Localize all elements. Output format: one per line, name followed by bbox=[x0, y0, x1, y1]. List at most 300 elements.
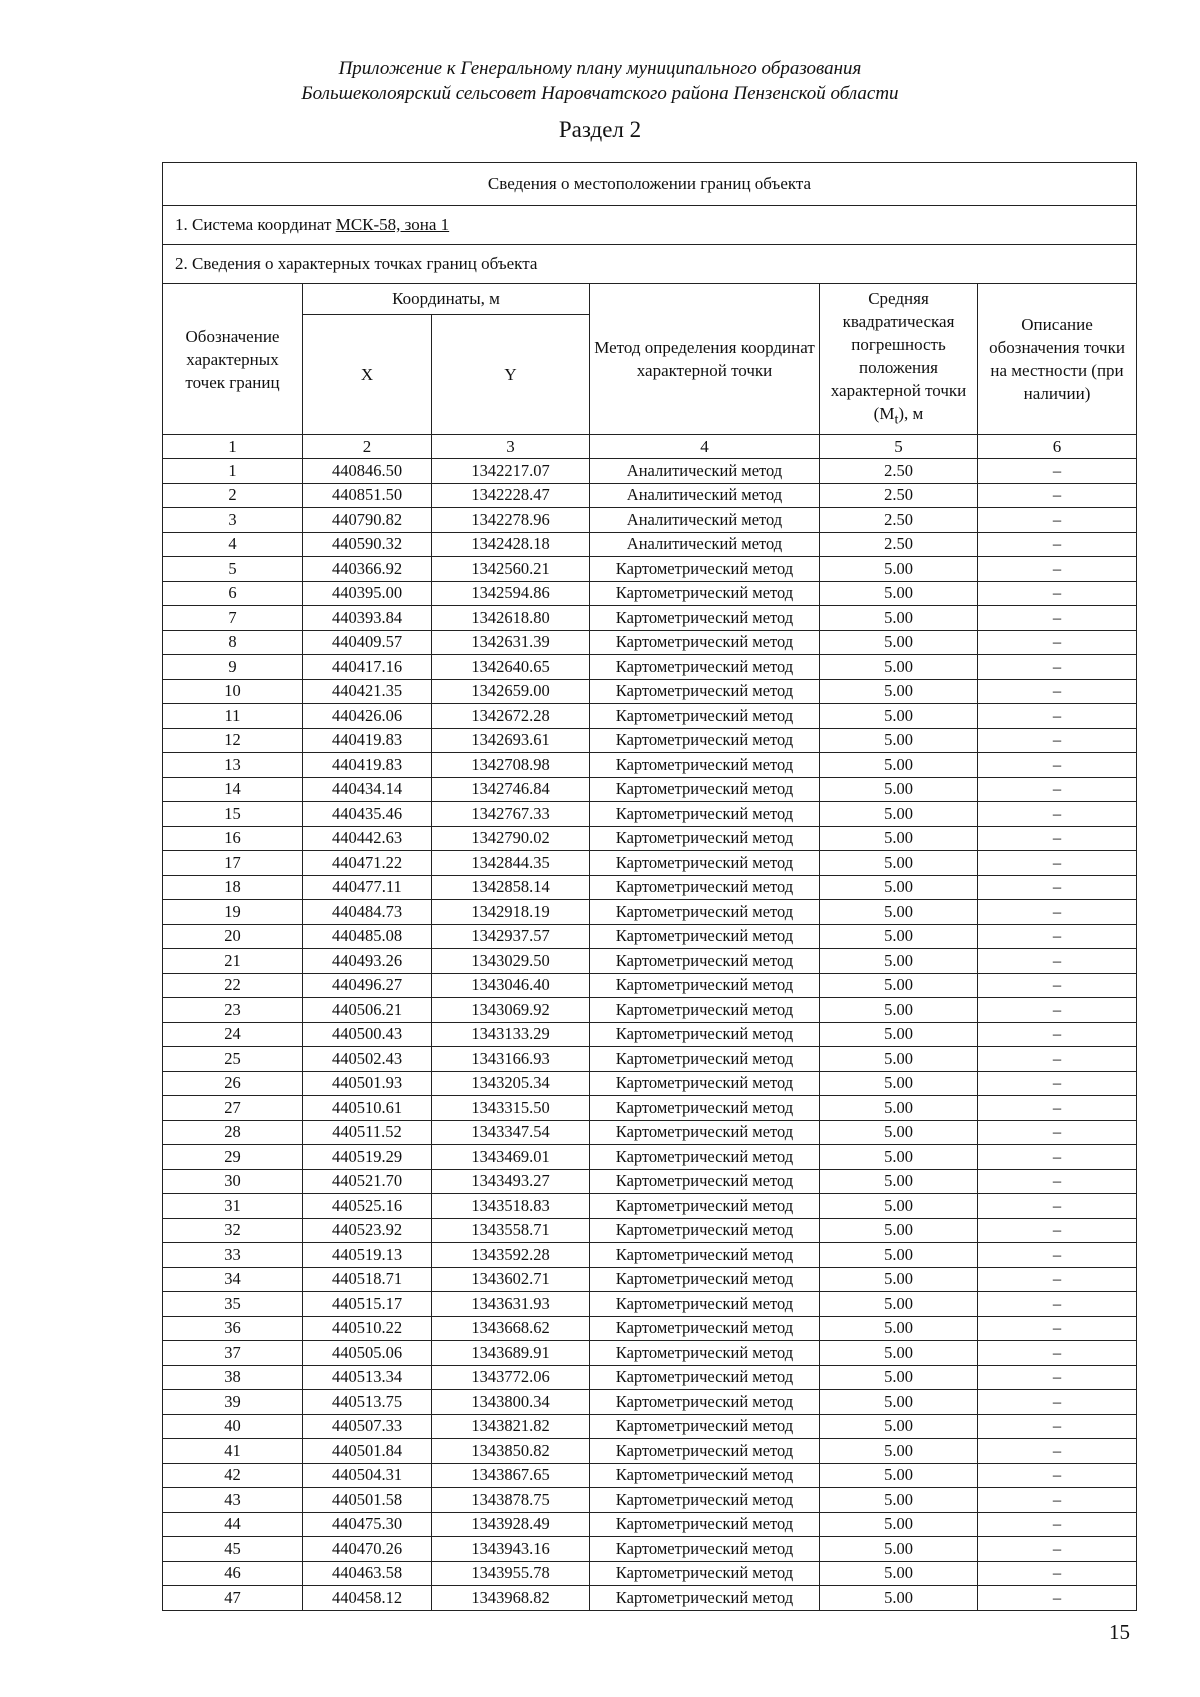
description-cell: – bbox=[978, 900, 1137, 925]
method-cell: Картометрический метод bbox=[590, 1439, 820, 1464]
method-cell: Картометрический метод bbox=[590, 704, 820, 729]
error-cell: 5.00 bbox=[820, 1463, 978, 1488]
y-coordinate-cell: 1343772.06 bbox=[432, 1365, 590, 1390]
description-cell: – bbox=[978, 679, 1137, 704]
boundary-points-table bbox=[162, 162, 1137, 1611]
y-coordinate-cell: 1343943.16 bbox=[432, 1537, 590, 1562]
col-header-error-text: Средняя квадратическая погрешность положения характерной точки (M bbox=[830, 288, 967, 423]
y-coordinate-cell: 1343689.91 bbox=[432, 1341, 590, 1366]
error-cell: 5.00 bbox=[820, 1022, 978, 1047]
x-coordinate-cell: 440513.75 bbox=[303, 1390, 432, 1415]
error-cell: 5.00 bbox=[820, 875, 978, 900]
error-cell: 5.00 bbox=[820, 581, 978, 606]
x-coordinate-cell: 440426.06 bbox=[303, 704, 432, 729]
error-cell: 5.00 bbox=[820, 1120, 978, 1145]
method-cell: Картометрический метод bbox=[590, 1145, 820, 1170]
coordinate-system-value: МСК-58, зона 1 bbox=[335, 215, 450, 234]
table-row bbox=[163, 1292, 1137, 1317]
table-row bbox=[163, 973, 1137, 998]
table-row bbox=[163, 532, 1137, 557]
description-cell: – bbox=[978, 483, 1137, 508]
x-coordinate-cell: 440393.84 bbox=[303, 606, 432, 631]
point-number-cell: 3 bbox=[163, 508, 303, 533]
error-cell: 5.00 bbox=[820, 655, 978, 680]
x-coordinate-cell: 440846.50 bbox=[303, 459, 432, 484]
point-number-cell: 16 bbox=[163, 826, 303, 851]
method-cell: Картометрический метод bbox=[590, 581, 820, 606]
y-coordinate-cell: 1342217.07 bbox=[432, 459, 590, 484]
point-number-cell: 40 bbox=[163, 1414, 303, 1439]
x-coordinate-cell: 440366.92 bbox=[303, 557, 432, 582]
method-cell: Картометрический метод bbox=[590, 557, 820, 582]
column-number: 3 bbox=[432, 435, 590, 459]
error-cell: 5.00 bbox=[820, 900, 978, 925]
y-coordinate-cell: 1342918.19 bbox=[432, 900, 590, 925]
table-row bbox=[163, 630, 1137, 655]
x-coordinate-cell: 440505.06 bbox=[303, 1341, 432, 1366]
method-cell: Картометрический метод bbox=[590, 1022, 820, 1047]
error-cell: 5.00 bbox=[820, 1512, 978, 1537]
table-row bbox=[163, 875, 1137, 900]
description-cell: – bbox=[978, 1341, 1137, 1366]
point-number-cell: 33 bbox=[163, 1243, 303, 1268]
y-coordinate-cell: 1342937.57 bbox=[432, 924, 590, 949]
error-cell: 5.00 bbox=[820, 1586, 978, 1611]
description-cell: – bbox=[978, 1194, 1137, 1219]
x-coordinate-cell: 440501.93 bbox=[303, 1071, 432, 1096]
description-cell: – bbox=[978, 924, 1137, 949]
point-number-cell: 31 bbox=[163, 1194, 303, 1219]
method-cell: Картометрический метод bbox=[590, 1365, 820, 1390]
point-number-cell: 20 bbox=[163, 924, 303, 949]
x-coordinate-cell: 440506.21 bbox=[303, 998, 432, 1023]
description-cell: – bbox=[978, 557, 1137, 582]
point-number-cell: 36 bbox=[163, 1316, 303, 1341]
point-number-cell: 44 bbox=[163, 1512, 303, 1537]
description-cell: – bbox=[978, 1267, 1137, 1292]
description-cell: – bbox=[978, 851, 1137, 876]
y-coordinate-cell: 1342618.80 bbox=[432, 606, 590, 631]
point-number-cell: 15 bbox=[163, 802, 303, 827]
table-row bbox=[163, 1145, 1137, 1170]
x-coordinate-cell: 440513.34 bbox=[303, 1365, 432, 1390]
description-cell: – bbox=[978, 1096, 1137, 1121]
error-cell: 5.00 bbox=[820, 728, 978, 753]
x-coordinate-cell: 440475.30 bbox=[303, 1512, 432, 1537]
table-row bbox=[163, 1488, 1137, 1513]
y-coordinate-cell: 1343968.82 bbox=[432, 1586, 590, 1611]
y-coordinate-cell: 1343166.93 bbox=[432, 1047, 590, 1072]
points-heading: 2. Сведения о характерных точках границ объекта bbox=[163, 245, 1137, 284]
x-coordinate-cell: 440851.50 bbox=[303, 483, 432, 508]
method-cell: Картометрический метод bbox=[590, 777, 820, 802]
error-cell: 2.50 bbox=[820, 508, 978, 533]
error-cell: 5.00 bbox=[820, 1071, 978, 1096]
method-cell: Картометрический метод bbox=[590, 1390, 820, 1415]
method-cell: Аналитический метод bbox=[590, 459, 820, 484]
table-row bbox=[163, 1561, 1137, 1586]
method-cell: Картометрический метод bbox=[590, 1586, 820, 1611]
point-number-cell: 9 bbox=[163, 655, 303, 680]
x-coordinate-cell: 440419.83 bbox=[303, 728, 432, 753]
point-number-cell: 27 bbox=[163, 1096, 303, 1121]
method-cell: Картометрический метод bbox=[590, 924, 820, 949]
x-coordinate-cell: 440501.58 bbox=[303, 1488, 432, 1513]
point-number-cell: 12 bbox=[163, 728, 303, 753]
y-coordinate-cell: 1343955.78 bbox=[432, 1561, 590, 1586]
description-cell: – bbox=[978, 1292, 1137, 1317]
point-number-cell: 14 bbox=[163, 777, 303, 802]
y-coordinate-cell: 1343558.71 bbox=[432, 1218, 590, 1243]
method-cell: Картометрический метод bbox=[590, 728, 820, 753]
table-row bbox=[163, 777, 1137, 802]
y-coordinate-cell: 1343928.49 bbox=[432, 1512, 590, 1537]
col-header-error bbox=[820, 284, 978, 435]
description-cell: – bbox=[978, 777, 1137, 802]
method-cell: Картометрический метод bbox=[590, 900, 820, 925]
table-row bbox=[163, 802, 1137, 827]
y-coordinate-cell: 1343315.50 bbox=[432, 1096, 590, 1121]
method-cell: Картометрический метод bbox=[590, 1047, 820, 1072]
description-cell: – bbox=[978, 630, 1137, 655]
point-number-cell: 2 bbox=[163, 483, 303, 508]
x-coordinate-cell: 440501.84 bbox=[303, 1439, 432, 1464]
description-cell: – bbox=[978, 1145, 1137, 1170]
description-cell: – bbox=[978, 949, 1137, 974]
point-number-cell: 23 bbox=[163, 998, 303, 1023]
y-coordinate-cell: 1342659.00 bbox=[432, 679, 590, 704]
y-coordinate-cell: 1343668.62 bbox=[432, 1316, 590, 1341]
x-coordinate-cell: 440519.29 bbox=[303, 1145, 432, 1170]
x-coordinate-cell: 440419.83 bbox=[303, 753, 432, 778]
error-cell: 5.00 bbox=[820, 1194, 978, 1219]
table-row bbox=[163, 1047, 1137, 1072]
description-cell: – bbox=[978, 1071, 1137, 1096]
table-row bbox=[163, 826, 1137, 851]
error-cell: 5.00 bbox=[820, 998, 978, 1023]
method-cell: Картометрический метод bbox=[590, 973, 820, 998]
error-cell: 5.00 bbox=[820, 1365, 978, 1390]
table-row bbox=[163, 1267, 1137, 1292]
x-coordinate-cell: 440525.16 bbox=[303, 1194, 432, 1219]
point-number-cell: 21 bbox=[163, 949, 303, 974]
error-cell: 5.00 bbox=[820, 851, 978, 876]
x-coordinate-cell: 440484.73 bbox=[303, 900, 432, 925]
method-cell: Картометрический метод bbox=[590, 802, 820, 827]
column-number-row bbox=[163, 435, 1137, 459]
description-cell: – bbox=[978, 802, 1137, 827]
table-row bbox=[163, 949, 1137, 974]
error-cell: 5.00 bbox=[820, 802, 978, 827]
error-cell: 5.00 bbox=[820, 679, 978, 704]
method-cell: Картометрический метод bbox=[590, 1218, 820, 1243]
method-cell: Картометрический метод bbox=[590, 1414, 820, 1439]
col-header-x: X bbox=[303, 315, 432, 435]
table-row bbox=[163, 1120, 1137, 1145]
table-row bbox=[163, 1586, 1137, 1611]
y-coordinate-cell: 1343878.75 bbox=[432, 1488, 590, 1513]
y-coordinate-cell: 1343592.28 bbox=[432, 1243, 590, 1268]
point-number-cell: 17 bbox=[163, 851, 303, 876]
point-number-cell: 46 bbox=[163, 1561, 303, 1586]
x-coordinate-cell: 440470.26 bbox=[303, 1537, 432, 1562]
error-cell: 5.00 bbox=[820, 973, 978, 998]
point-number-cell: 26 bbox=[163, 1071, 303, 1096]
y-coordinate-cell: 1343602.71 bbox=[432, 1267, 590, 1292]
x-coordinate-cell: 440518.71 bbox=[303, 1267, 432, 1292]
y-coordinate-cell: 1342858.14 bbox=[432, 875, 590, 900]
error-cell: 5.00 bbox=[820, 1414, 978, 1439]
method-cell: Картометрический метод bbox=[590, 1341, 820, 1366]
point-number-cell: 30 bbox=[163, 1169, 303, 1194]
error-cell: 5.00 bbox=[820, 1169, 978, 1194]
error-cell: 5.00 bbox=[820, 1145, 978, 1170]
error-cell: 5.00 bbox=[820, 924, 978, 949]
point-number-cell: 22 bbox=[163, 973, 303, 998]
x-coordinate-cell: 440434.14 bbox=[303, 777, 432, 802]
point-number-cell: 13 bbox=[163, 753, 303, 778]
x-coordinate-cell: 440463.58 bbox=[303, 1561, 432, 1586]
table-row bbox=[163, 1512, 1137, 1537]
y-coordinate-cell: 1343069.92 bbox=[432, 998, 590, 1023]
point-number-cell: 28 bbox=[163, 1120, 303, 1145]
table-row bbox=[163, 1537, 1137, 1562]
table-row bbox=[163, 998, 1137, 1023]
x-coordinate-cell: 440417.16 bbox=[303, 655, 432, 680]
col-header-y: Y bbox=[432, 315, 590, 435]
x-coordinate-cell: 440510.61 bbox=[303, 1096, 432, 1121]
y-coordinate-cell: 1343493.27 bbox=[432, 1169, 590, 1194]
method-cell: Картометрический метод bbox=[590, 1488, 820, 1513]
method-cell: Картометрический метод bbox=[590, 1194, 820, 1219]
x-coordinate-cell: 440493.26 bbox=[303, 949, 432, 974]
point-number-cell: 41 bbox=[163, 1439, 303, 1464]
error-cell: 5.00 bbox=[820, 606, 978, 631]
point-number-cell: 25 bbox=[163, 1047, 303, 1072]
method-cell: Аналитический метод bbox=[590, 483, 820, 508]
table-row bbox=[163, 1218, 1137, 1243]
y-coordinate-cell: 1343867.65 bbox=[432, 1463, 590, 1488]
y-coordinate-cell: 1342278.96 bbox=[432, 508, 590, 533]
description-cell: – bbox=[978, 998, 1137, 1023]
document-header-line-2: Большеколоярский сельсовет Наровчатского района Пензенской области bbox=[301, 83, 899, 104]
table-row bbox=[163, 1463, 1137, 1488]
table-row bbox=[163, 704, 1137, 729]
x-coordinate-cell: 440504.31 bbox=[303, 1463, 432, 1488]
y-coordinate-cell: 1342708.98 bbox=[432, 753, 590, 778]
y-coordinate-cell: 1343029.50 bbox=[432, 949, 590, 974]
method-cell: Аналитический метод bbox=[590, 532, 820, 557]
table-row bbox=[163, 851, 1137, 876]
y-coordinate-cell: 1342693.61 bbox=[432, 728, 590, 753]
description-cell: – bbox=[978, 1439, 1137, 1464]
table-row bbox=[163, 1243, 1137, 1268]
table-row bbox=[163, 1071, 1137, 1096]
description-cell: – bbox=[978, 875, 1137, 900]
document-header-line-1: Приложение к Генеральному плану муниципального образования bbox=[338, 58, 862, 79]
x-coordinate-cell: 440409.57 bbox=[303, 630, 432, 655]
description-cell: – bbox=[978, 973, 1137, 998]
x-coordinate-cell: 440519.13 bbox=[303, 1243, 432, 1268]
y-coordinate-cell: 1343800.34 bbox=[432, 1390, 590, 1415]
method-cell: Картометрический метод bbox=[590, 875, 820, 900]
error-cell: 5.00 bbox=[820, 630, 978, 655]
table-row bbox=[163, 900, 1137, 925]
error-cell: 5.00 bbox=[820, 777, 978, 802]
x-coordinate-cell: 440496.27 bbox=[303, 973, 432, 998]
point-number-cell: 35 bbox=[163, 1292, 303, 1317]
table-row bbox=[163, 1414, 1137, 1439]
method-cell: Картометрический метод bbox=[590, 655, 820, 680]
method-cell: Картометрический метод bbox=[590, 851, 820, 876]
error-cell: 5.00 bbox=[820, 1488, 978, 1513]
x-coordinate-cell: 440502.43 bbox=[303, 1047, 432, 1072]
table-row bbox=[163, 557, 1137, 582]
point-number-cell: 4 bbox=[163, 532, 303, 557]
description-cell: – bbox=[978, 1243, 1137, 1268]
y-coordinate-cell: 1342672.28 bbox=[432, 704, 590, 729]
method-cell: Картометрический метод bbox=[590, 998, 820, 1023]
table-row bbox=[163, 1022, 1137, 1047]
col-header-designation: Обозначение характерных точек границ bbox=[163, 284, 303, 435]
method-cell: Картометрический метод bbox=[590, 1561, 820, 1586]
error-cell: 5.00 bbox=[820, 949, 978, 974]
table-row bbox=[163, 1439, 1137, 1464]
point-number-cell: 38 bbox=[163, 1365, 303, 1390]
col-header-coordinates: Координаты, м bbox=[303, 284, 590, 315]
table-row bbox=[163, 508, 1137, 533]
y-coordinate-cell: 1342640.65 bbox=[432, 655, 590, 680]
point-number-cell: 8 bbox=[163, 630, 303, 655]
method-cell: Картометрический метод bbox=[590, 1096, 820, 1121]
x-coordinate-cell: 440477.11 bbox=[303, 875, 432, 900]
method-cell: Картометрический метод bbox=[590, 1316, 820, 1341]
point-number-cell: 32 bbox=[163, 1218, 303, 1243]
table-row bbox=[163, 679, 1137, 704]
table-row bbox=[163, 1365, 1137, 1390]
error-cell: 5.00 bbox=[820, 1390, 978, 1415]
column-number: 6 bbox=[978, 435, 1137, 459]
x-coordinate-cell: 440485.08 bbox=[303, 924, 432, 949]
error-cell: 5.00 bbox=[820, 1096, 978, 1121]
method-cell: Картометрический метод bbox=[590, 1267, 820, 1292]
x-coordinate-cell: 440421.35 bbox=[303, 679, 432, 704]
description-cell: – bbox=[978, 606, 1137, 631]
point-number-cell: 11 bbox=[163, 704, 303, 729]
description-cell: – bbox=[978, 1120, 1137, 1145]
method-cell: Картометрический метод bbox=[590, 1537, 820, 1562]
table-title: Сведения о местоположении границ объекта bbox=[163, 163, 1137, 206]
error-cell: 5.00 bbox=[820, 1537, 978, 1562]
y-coordinate-cell: 1343469.01 bbox=[432, 1145, 590, 1170]
y-coordinate-cell: 1342631.39 bbox=[432, 630, 590, 655]
y-coordinate-cell: 1343205.34 bbox=[432, 1071, 590, 1096]
point-number-cell: 7 bbox=[163, 606, 303, 631]
section-title: Раздел 2 bbox=[558, 117, 642, 142]
x-coordinate-cell: 440471.22 bbox=[303, 851, 432, 876]
description-cell: – bbox=[978, 1047, 1137, 1072]
error-cell: 5.00 bbox=[820, 1218, 978, 1243]
description-cell: – bbox=[978, 1561, 1137, 1586]
method-cell: Картометрический метод bbox=[590, 1243, 820, 1268]
error-cell: 5.00 bbox=[820, 826, 978, 851]
error-cell: 5.00 bbox=[820, 1267, 978, 1292]
y-coordinate-cell: 1342428.18 bbox=[432, 532, 590, 557]
column-number: 2 bbox=[303, 435, 432, 459]
x-coordinate-cell: 440515.17 bbox=[303, 1292, 432, 1317]
point-number-cell: 6 bbox=[163, 581, 303, 606]
error-cell: 2.50 bbox=[820, 532, 978, 557]
method-cell: Картометрический метод bbox=[590, 679, 820, 704]
page-number: 15 bbox=[1109, 1620, 1130, 1644]
error-cell: 5.00 bbox=[820, 1316, 978, 1341]
method-cell: Картометрический метод bbox=[590, 1071, 820, 1096]
point-number-cell: 42 bbox=[163, 1463, 303, 1488]
error-cell: 5.00 bbox=[820, 557, 978, 582]
column-number: 5 bbox=[820, 435, 978, 459]
column-number: 1 bbox=[163, 435, 303, 459]
point-number-cell: 45 bbox=[163, 1537, 303, 1562]
x-coordinate-cell: 440500.43 bbox=[303, 1022, 432, 1047]
table-row bbox=[163, 1096, 1137, 1121]
x-coordinate-cell: 440458.12 bbox=[303, 1586, 432, 1611]
description-cell: – bbox=[978, 1218, 1137, 1243]
method-cell: Картометрический метод bbox=[590, 1292, 820, 1317]
x-coordinate-cell: 440790.82 bbox=[303, 508, 432, 533]
x-coordinate-cell: 440395.00 bbox=[303, 581, 432, 606]
description-cell: – bbox=[978, 1512, 1137, 1537]
y-coordinate-cell: 1342844.35 bbox=[432, 851, 590, 876]
y-coordinate-cell: 1343821.82 bbox=[432, 1414, 590, 1439]
x-coordinate-cell: 440511.52 bbox=[303, 1120, 432, 1145]
y-coordinate-cell: 1343347.54 bbox=[432, 1120, 590, 1145]
x-coordinate-cell: 440507.33 bbox=[303, 1414, 432, 1439]
y-coordinate-cell: 1343133.29 bbox=[432, 1022, 590, 1047]
x-coordinate-cell: 440435.46 bbox=[303, 802, 432, 827]
y-coordinate-cell: 1343631.93 bbox=[432, 1292, 590, 1317]
table-row bbox=[163, 1316, 1137, 1341]
description-cell: – bbox=[978, 1316, 1137, 1341]
description-cell: – bbox=[978, 508, 1137, 533]
error-cell: 2.50 bbox=[820, 459, 978, 484]
table-row bbox=[163, 581, 1137, 606]
y-coordinate-cell: 1342594.86 bbox=[432, 581, 590, 606]
error-cell: 2.50 bbox=[820, 483, 978, 508]
description-cell: – bbox=[978, 1463, 1137, 1488]
point-number-cell: 24 bbox=[163, 1022, 303, 1047]
y-coordinate-cell: 1343850.82 bbox=[432, 1439, 590, 1464]
table-row bbox=[163, 655, 1137, 680]
table-row bbox=[163, 728, 1137, 753]
point-number-cell: 19 bbox=[163, 900, 303, 925]
col-header-error-subscript: t bbox=[894, 411, 899, 428]
table-row bbox=[163, 924, 1137, 949]
point-number-cell: 18 bbox=[163, 875, 303, 900]
error-cell: 5.00 bbox=[820, 1561, 978, 1586]
y-coordinate-cell: 1343518.83 bbox=[432, 1194, 590, 1219]
y-coordinate-cell: 1343046.40 bbox=[432, 973, 590, 998]
x-coordinate-cell: 440442.63 bbox=[303, 826, 432, 851]
method-cell: Картометрический метод bbox=[590, 949, 820, 974]
coordinate-system-row bbox=[163, 206, 1137, 245]
error-cell: 5.00 bbox=[820, 753, 978, 778]
point-number-cell: 10 bbox=[163, 679, 303, 704]
method-cell: Картометрический метод bbox=[590, 630, 820, 655]
coordinate-system-label: 1. Система координат bbox=[175, 215, 336, 234]
y-coordinate-cell: 1342790.02 bbox=[432, 826, 590, 851]
error-cell: 5.00 bbox=[820, 1439, 978, 1464]
table-row bbox=[163, 459, 1137, 484]
